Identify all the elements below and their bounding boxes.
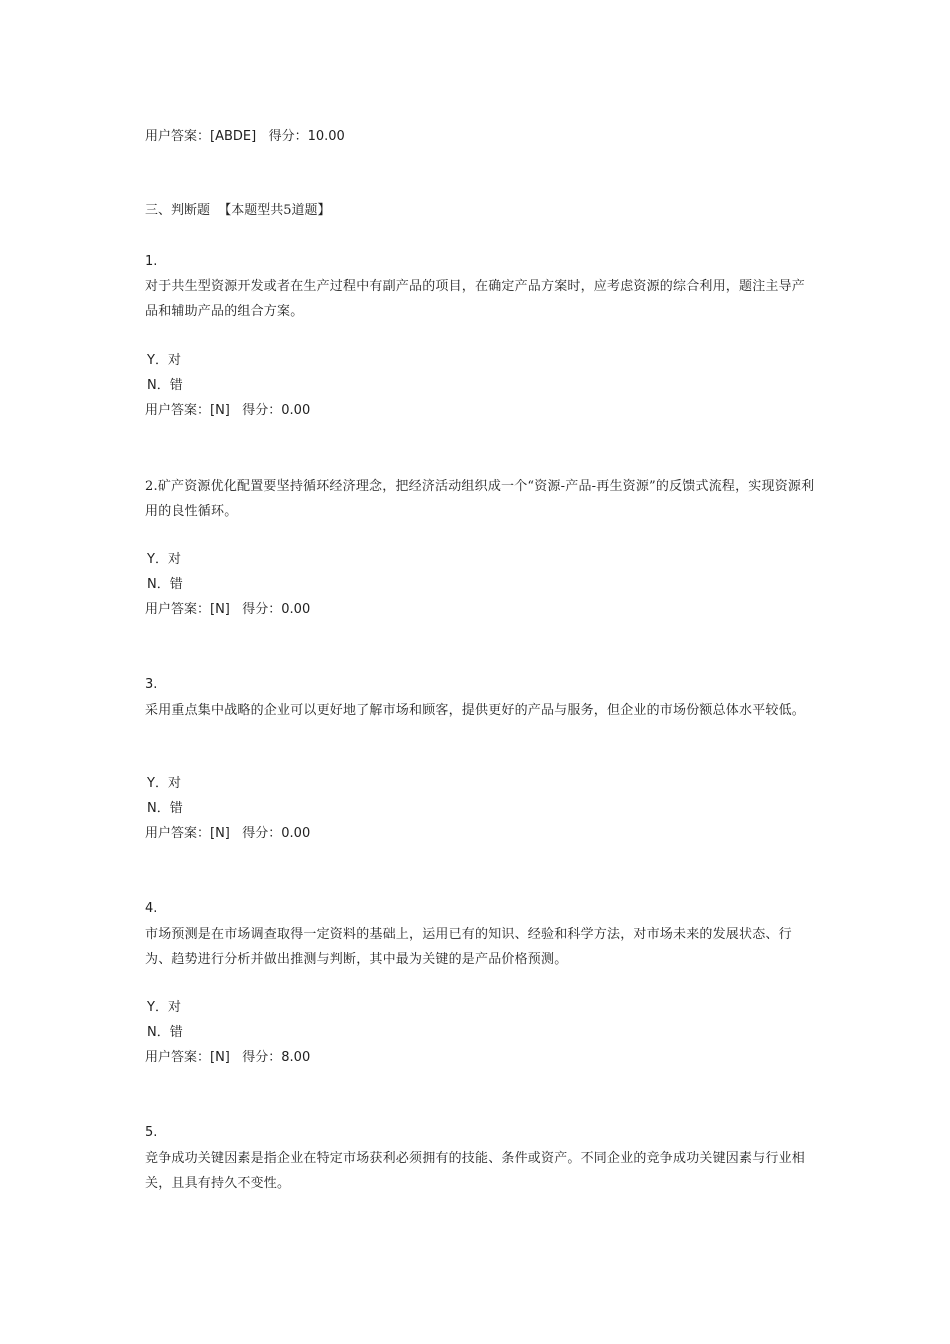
question-3-option-n: N．错: [147, 801, 183, 816]
question-3-answer: 用户答案：[N]: [145, 826, 230, 841]
question-4-answer: 用户答案：[N]: [145, 1050, 230, 1065]
question-2-text: 矿产资源优化配置要坚持循环经济理念，把经济活动组织成一个“资源-产品-再生资源”的反馈式流程，实现资源利用的良性循环。: [145, 479, 815, 519]
question-2-score: 得分：0.00: [242, 602, 311, 617]
question-5-number: 5.: [145, 1125, 158, 1140]
question-1-option-y: Y．对: [147, 353, 181, 368]
question-2-number: 2.: [145, 479, 158, 494]
previous-answer-score: 得分：10.00: [268, 129, 345, 144]
question-3-option-y: Y．对: [147, 776, 181, 791]
question-1-score: 得分：0.00: [242, 403, 311, 418]
question-4-answer-line: [145, 1049, 310, 1067]
section-header: [145, 202, 331, 220]
section-note: 【本题型共5道题】: [218, 203, 331, 218]
question-2-option-y: Y．对: [147, 552, 181, 567]
question-4-score: 得分：8.00: [242, 1050, 311, 1065]
previous-answer-label: 用户答案：[ABDE]: [145, 129, 257, 144]
question-4-number: 4.: [145, 901, 158, 916]
question-3-answer-line: [145, 825, 310, 843]
question-1-answer-line: [145, 402, 310, 420]
question-3-number: 3.: [145, 677, 158, 692]
question-2-option-n: N．错: [147, 577, 183, 592]
question-4-option-y: Y．对: [147, 1000, 181, 1015]
question-4-text: 市场预测是在市场调查取得一定资料的基础上，运用已有的知识、经验和科学方法，对市场未来的发展状态、行为、趋势进行分析并做出推测与判断，其中最为关键的是产品价格预测。: [145, 927, 792, 967]
question-4-option-n: N．错: [147, 1025, 183, 1040]
question-1-text: 对于共生型资源开发或者在生产过程中有副产品的项目，在确定产品方案时，应考虑资源的综合利用，题注主导产品和辅助产品的组合方案。: [145, 279, 806, 319]
section-title: 三、判断题: [145, 203, 211, 218]
question-3-text: 采用重点集中战略的企业可以更好地了解市场和顾客，提供更好的产品与服务，但企业的市场份额总体水平较低。: [145, 703, 806, 718]
question-2-answer-line: [145, 601, 310, 619]
question-3-score: 得分：0.00: [242, 826, 311, 841]
question-2-answer: 用户答案：[N]: [145, 602, 230, 617]
previous-answer-line: [145, 128, 345, 146]
question-2-block: [145, 474, 815, 524]
question-1-option-n: N．错: [147, 378, 183, 393]
question-1-number: 1.: [145, 254, 158, 269]
question-5-text: 竞争成功关键因素是指企业在特定市场获利必须拥有的技能、条件或资产。不同企业的竞争成功关键因素与行业相关，且具有持久不变性。: [145, 1151, 806, 1191]
question-1-answer: 用户答案：[N]: [145, 403, 230, 418]
